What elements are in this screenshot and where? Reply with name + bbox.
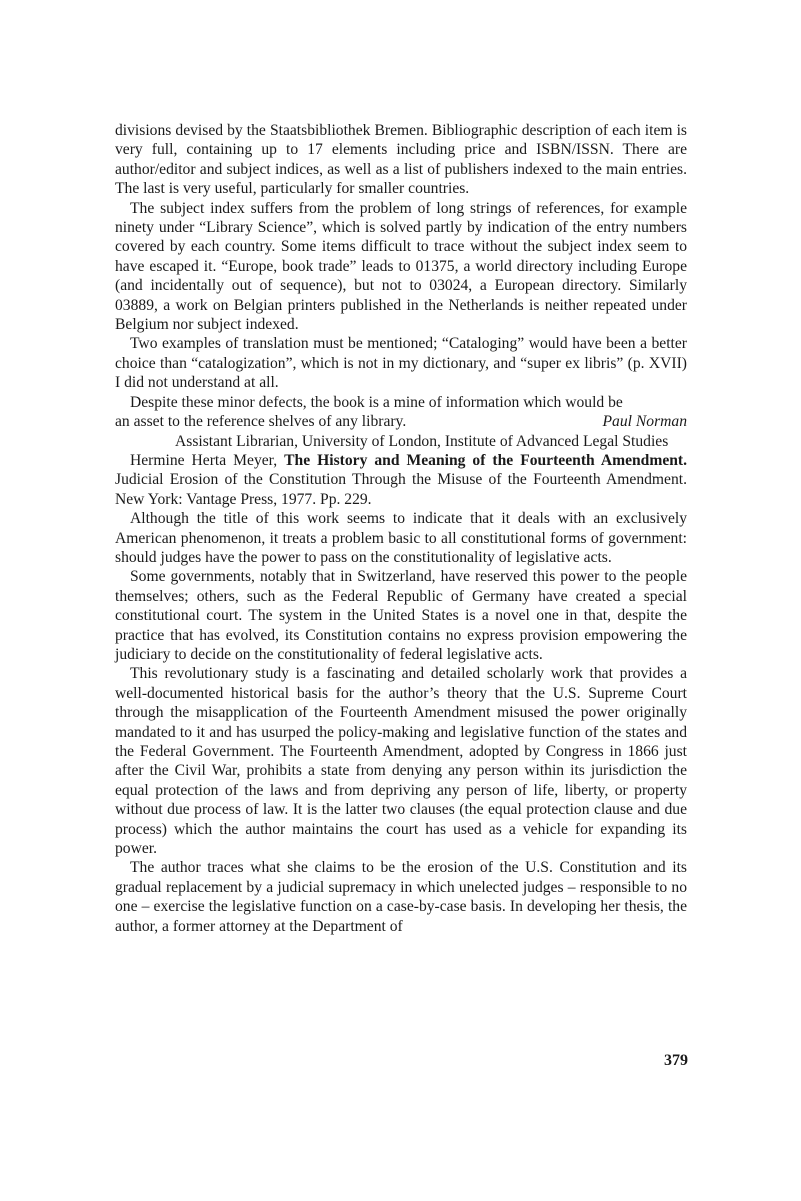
body-paragraph: Some governments, notably that in Switzerland, have reserved this power to the people themselves; others, such as the Federal Republic of Germany have created a special constitutional court. The system in the United States is a novel one in that, despite the practice that has evolved, its Constitution contains no express provision empowering the judiciary to decide on the constitutionality of federal legislative acts. [115,568,687,663]
reviewer-name: Paul Norman [602,413,687,431]
review-heading [115,451,687,509]
book-subtitle-publication: Judicial Erosion of the Constitution Through the Misuse of the Fourteenth Amendment. New York: Vantage Press, 1977. Pp. 229. [115,471,687,508]
body-paragraph: This revolutionary study is a fascinating and detailed scholarly work that provides a well-documented historical basis for the author’s theory that the U.S. Supreme Court through the misapplication of the Fourteenth Amendment misused the power originally mandated to it and has usurped the policy-making and legislative function of the states and the Federal Government. The Fourteenth Amendment, adopted by Congress in 1866 just after the Civil War, prohibits a state from denying any person within its jurisdiction the equal protection of the laws and from depriving any person of life, liberty, or property without due process of law. It is the latter two clauses (the equal protection clause and due process) which the author maintains the court has used as a vehicle for expanding its power. [115,665,687,858]
body-paragraph: Despite these minor defects, the book is a mine of information which would be [130,393,623,411]
closing-sentence-end: an asset to the reference shelves of any library. [115,413,407,431]
reviewer-affiliation: Assistant Librarian, University of London, Institute of Advanced Legal Studies [175,432,669,450]
body-paragraph: divisions devised by the Staatsbibliothek Bremen. Bibliographic description of each item is very full, containing up to 17 elements including price and ISBN/ISSN. There are author/editor and subject indices, as well as a list of publishers indexed to the main entries. The last is very useful, particularly for smaller countries. [115,122,687,198]
body-paragraph: The author traces what she claims to be the erosion of the U.S. Constitution and its gradual replacement by a judicial supremacy in which unelected judges – responsible to no one – exercise the legislative function on a case-by-case basis. In developing her thesis, the author, a former attorney at the Department of [115,859,687,935]
body-paragraph: Although the title of this work seems to indicate that it deals with an exclusively American phenomenon, it treats a problem basic to all constitutional forms of government: should judges have the power to pass on the constitutionality of legislative acts. [115,510,687,566]
review-signature [115,412,687,431]
body-paragraph: The subject index suffers from the problem of long strings of references, for example ninety under “Library Science”, which is solved partly by indication of the entry numbers covered by each country. Some items difficult to trace without the subject index seem to have escaped it. “Europe, book trade” leads to 01375, a world directory including Europe (and incidentally out of sequence), but not to 03024, a European directory. Similarly 03889, a work on Belgian printers published in the Netherlands is neither repeated under Belgium nor subject indexed. [115,199,687,334]
page-number: 379 [664,1052,688,1069]
body-paragraph: Two examples of translation must be mentioned; “Cataloging” would have been a better choice than “catalogization”, which is not in my dictionary, and “super ex libris” (p. XVII) I did not understand at all. [115,335,687,392]
book-author: Hermine Herta Meyer, [130,451,285,469]
book-title: The History and Meaning of the Fourteenth Amendment. [284,451,688,469]
page-body [115,121,687,936]
